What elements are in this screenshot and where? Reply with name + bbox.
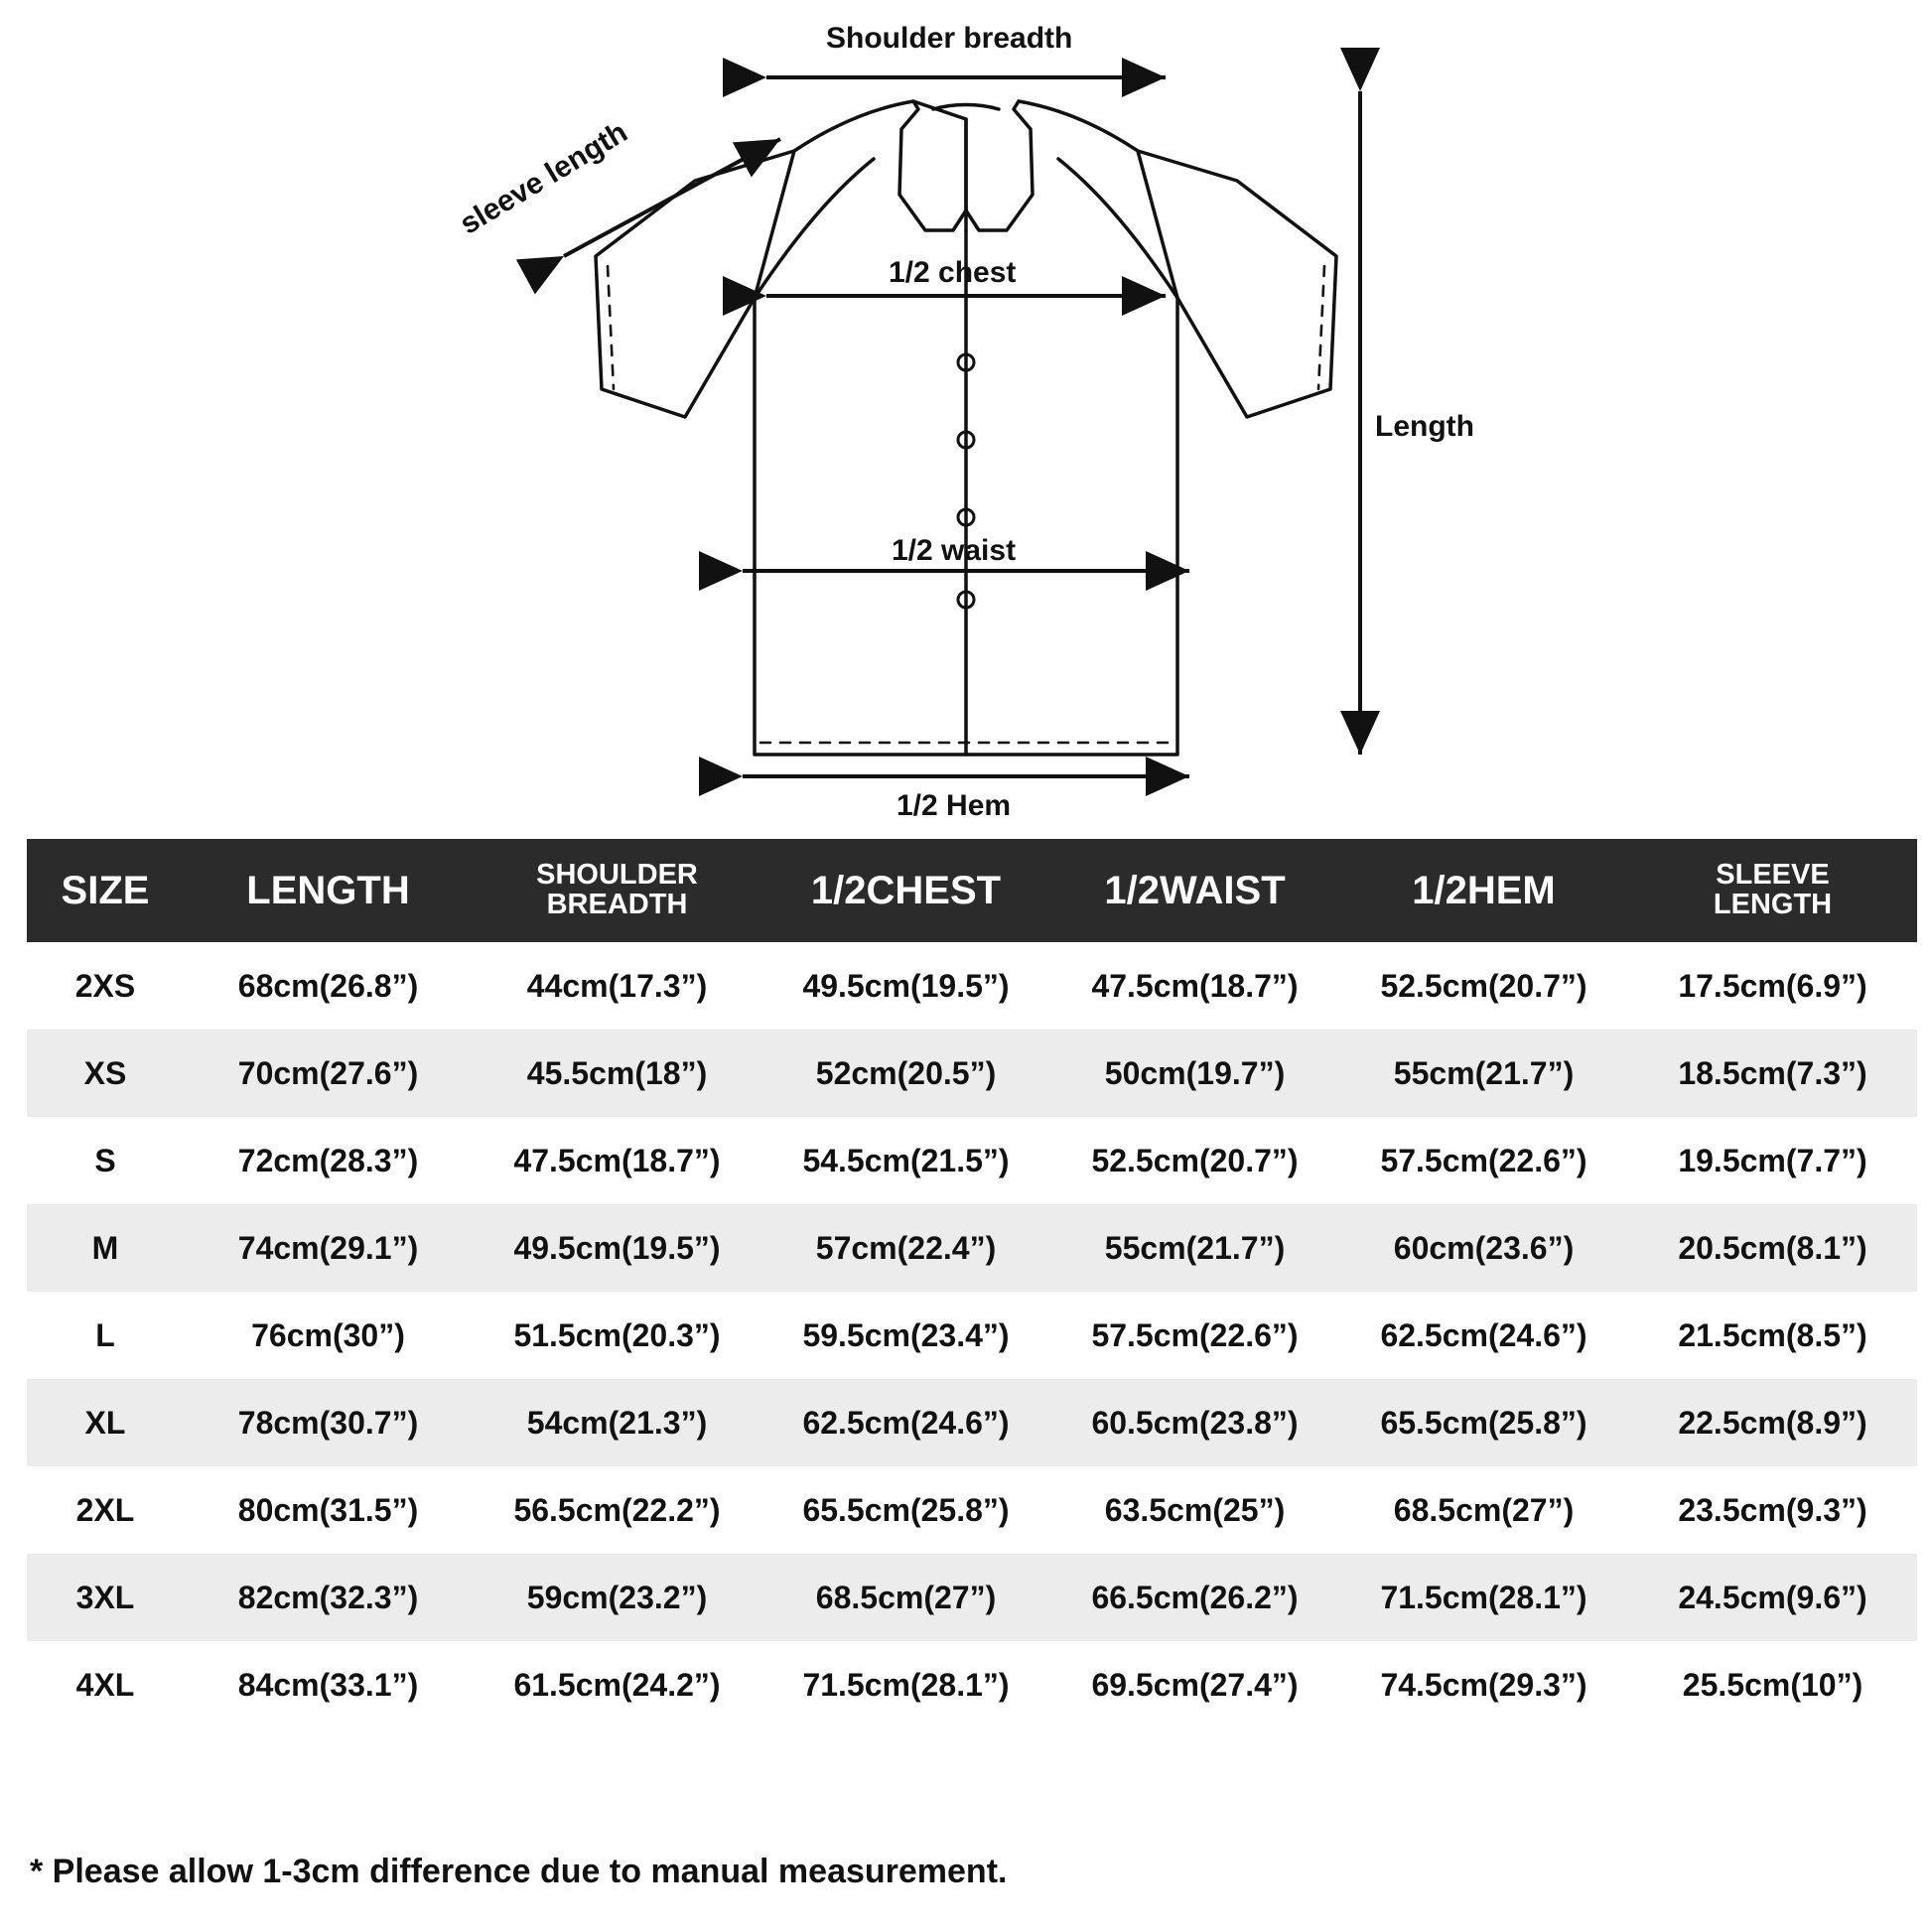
cell-length: 78cm(30.7”) <box>184 1379 473 1466</box>
cell-chest: 65.5cm(25.8”) <box>761 1466 1050 1554</box>
cell-hem: 60cm(23.6”) <box>1339 1204 1628 1292</box>
cell-size: 3XL <box>27 1554 184 1641</box>
cell-shoulder: 45.5cm(18”) <box>473 1030 761 1117</box>
cell-length: 82cm(32.3”) <box>184 1554 473 1641</box>
cell-shoulder: 47.5cm(18.7”) <box>473 1117 761 1204</box>
cell-length: 74cm(29.1”) <box>184 1204 473 1292</box>
header-sleeve-line2: LENGTH <box>1713 889 1833 920</box>
cell-chest: 49.5cm(19.5”) <box>761 942 1050 1030</box>
cell-waist: 66.5cm(26.2”) <box>1050 1554 1339 1641</box>
measurement-footnote: * Please allow 1-3cm difference due to manual measurement. <box>30 1853 1008 1890</box>
cell-sleeve: 20.5cm(8.1”) <box>1628 1204 1917 1292</box>
header-half-chest: 1/2CHEST <box>761 839 1050 942</box>
cell-waist: 69.5cm(27.4”) <box>1050 1641 1339 1728</box>
table-row <box>27 1641 1917 1728</box>
table-row <box>27 1117 1917 1204</box>
cell-waist: 57.5cm(22.6”) <box>1050 1292 1339 1379</box>
table-row <box>27 1292 1917 1379</box>
cell-size: L <box>27 1292 184 1379</box>
cell-waist: 50cm(19.7”) <box>1050 1030 1339 1117</box>
table-header-row <box>27 839 1917 942</box>
half-hem-label: 1/2 Hem <box>897 789 1012 822</box>
half-chest-label: 1/2 chest <box>889 256 1017 289</box>
length-label: Length <box>1375 410 1474 443</box>
table-row <box>27 1554 1917 1641</box>
cell-size: 4XL <box>27 1641 184 1728</box>
cell-waist: 52.5cm(20.7”) <box>1050 1117 1339 1204</box>
cell-hem: 52.5cm(20.7”) <box>1339 942 1628 1030</box>
cell-length: 70cm(27.6”) <box>184 1030 473 1117</box>
cell-chest: 52cm(20.5”) <box>761 1030 1050 1117</box>
cell-hem: 55cm(21.7”) <box>1339 1030 1628 1117</box>
cell-sleeve: 25.5cm(10”) <box>1628 1641 1917 1728</box>
cell-shoulder: 59cm(23.2”) <box>473 1554 761 1641</box>
cell-size: 2XS <box>27 942 184 1030</box>
cell-size: XS <box>27 1030 184 1117</box>
cell-chest: 71.5cm(28.1”) <box>761 1641 1050 1728</box>
cell-shoulder: 54cm(21.3”) <box>473 1379 761 1466</box>
table-row <box>27 1466 1917 1554</box>
cell-waist: 63.5cm(25”) <box>1050 1466 1339 1554</box>
cell-chest: 68.5cm(27”) <box>761 1554 1050 1641</box>
header-shoulder-line2: BREADTH <box>546 889 688 920</box>
cell-sleeve: 17.5cm(6.9”) <box>1628 942 1917 1030</box>
shoulder-breadth-label: Shoulder breadth <box>826 22 1073 55</box>
cell-length: 72cm(28.3”) <box>184 1117 473 1204</box>
cell-chest: 59.5cm(23.4”) <box>761 1292 1050 1379</box>
cell-sleeve: 24.5cm(9.6”) <box>1628 1554 1917 1641</box>
cell-sleeve: 21.5cm(8.5”) <box>1628 1292 1917 1379</box>
cell-size: M <box>27 1204 184 1292</box>
header-shoulder-line1: SHOULDER <box>536 859 698 892</box>
cell-waist: 55cm(21.7”) <box>1050 1204 1339 1292</box>
cell-waist: 60.5cm(23.8”) <box>1050 1379 1339 1466</box>
cell-hem: 62.5cm(24.6”) <box>1339 1292 1628 1379</box>
header-half-hem: 1/2HEM <box>1339 839 1628 942</box>
cell-length: 84cm(33.1”) <box>184 1641 473 1728</box>
garment-diagram <box>0 0 1932 834</box>
half-waist-label: 1/2 waist <box>892 534 1017 567</box>
table-row <box>27 1030 1917 1117</box>
cell-shoulder: 49.5cm(19.5”) <box>473 1204 761 1292</box>
header-sleeve-line1: SLEEVE <box>1716 859 1830 892</box>
table-row <box>27 1204 1917 1292</box>
cell-sleeve: 23.5cm(9.3”) <box>1628 1466 1917 1554</box>
cell-hem: 71.5cm(28.1”) <box>1339 1554 1628 1641</box>
cell-chest: 54.5cm(21.5”) <box>761 1117 1050 1204</box>
table-row <box>27 942 1917 1030</box>
sleeve-length-label: sleeve length <box>454 115 633 241</box>
cell-hem: 57.5cm(22.6”) <box>1339 1117 1628 1204</box>
cell-hem: 68.5cm(27”) <box>1339 1466 1628 1554</box>
header-size: SIZE <box>27 839 184 942</box>
cell-sleeve: 19.5cm(7.7”) <box>1628 1117 1917 1204</box>
cell-chest: 62.5cm(24.6”) <box>761 1379 1050 1466</box>
cell-length: 68cm(26.8”) <box>184 942 473 1030</box>
cell-shoulder: 44cm(17.3”) <box>473 942 761 1030</box>
header-half-waist: 1/2WAIST <box>1050 839 1339 942</box>
cell-size: S <box>27 1117 184 1204</box>
cell-size: 2XL <box>27 1466 184 1554</box>
table-header <box>27 839 1917 942</box>
cell-sleeve: 22.5cm(8.9”) <box>1628 1379 1917 1466</box>
table-body <box>27 942 1917 1728</box>
cell-hem: 65.5cm(25.8”) <box>1339 1379 1628 1466</box>
cell-sleeve: 18.5cm(7.3”) <box>1628 1030 1917 1117</box>
cell-shoulder: 56.5cm(22.2”) <box>473 1466 761 1554</box>
header-shoulder-breadth <box>473 839 761 942</box>
size-table <box>27 839 1917 1728</box>
cell-chest: 57cm(22.4”) <box>761 1204 1050 1292</box>
cell-length: 80cm(31.5”) <box>184 1466 473 1554</box>
cell-hem: 74.5cm(29.3”) <box>1339 1641 1628 1728</box>
cell-size: XL <box>27 1379 184 1466</box>
cell-waist: 47.5cm(18.7”) <box>1050 942 1339 1030</box>
cell-shoulder: 61.5cm(24.2”) <box>473 1641 761 1728</box>
shirt-technical-drawing <box>0 0 1932 834</box>
cell-shoulder: 51.5cm(20.3”) <box>473 1292 761 1379</box>
header-sleeve-length <box>1628 839 1917 942</box>
cell-length: 76cm(30”) <box>184 1292 473 1379</box>
table-row <box>27 1379 1917 1466</box>
header-length: LENGTH <box>184 839 473 942</box>
